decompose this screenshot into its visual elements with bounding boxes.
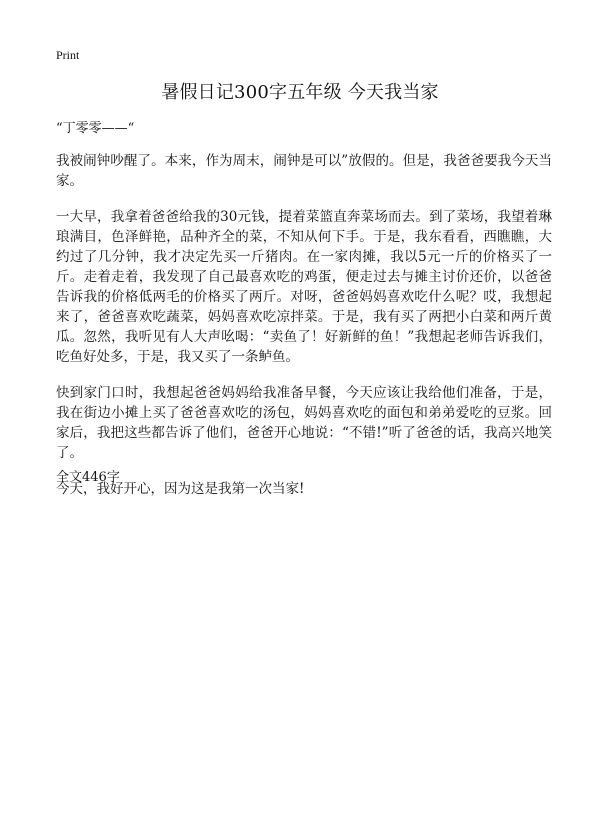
article-paragraph-1: 我被闹钟吵醒了。本来，作为周末，闹钟是可以”放假的。但是，我爸爸要我今天当家。 [56, 153, 552, 189]
article-paragraph-2: 一大早，我拿着爸爸给我的30元钱，提着菜篮直奔菜场而去。到了菜场，我望着琳琅满目，色泽鲜艳，品种齐全的菜，不知从何下手。于是，我东看看，西瞧瞧，大约过了几分钟，我才决定先买一斤猪肉。在一家肉摊，我以5元一斤的价格买了一斤。走着走着，我发现了自己最喜欢吃的鸡蛋，便走过去与摊主讨价还价，以爸爸告诉我的价格低两毛的价格买了两斤。对呀，爸爸妈妈喜欢吃什么呢？哎，我想起来了，爸爸喜欢吃蔬菜，妈妈喜欢吃凉拌菜。于是，我有买了两把小白菜和两斤黄瓜。忽然，我听见有人大声吆喝：“卖鱼了！好新鲜的鱼！”我想起老师告诉我们，吃鱼好处多，于是，我又买了一条鲈鱼。 [56, 209, 552, 365]
word-count: 全文446字 [56, 470, 120, 485]
article-body [56, 151, 552, 499]
article-paragraph-4: 今天，我好开心，因为这是我第一次当家! [56, 481, 305, 497]
article-paragraph-3: 快到家门口时，我想起爸爸妈妈给我准备早餐，今天应该让我给他们准备，于是，我在街边小摊上买了爸爸喜欢吃的汤包，妈妈喜欢吃的面包和弟弟爱吃的豆浆。回家后，我把这些都告诉了他们，爸爸开心地说：“不错!”听了爸爸的话，我高兴地笑了。 [56, 385, 552, 461]
print-link[interactable]: Print [56, 48, 80, 62]
page-title: 暑假日记300字五年级 今天我当家 [161, 82, 439, 103]
article-author-line: “丁零零——“ [56, 121, 135, 136]
